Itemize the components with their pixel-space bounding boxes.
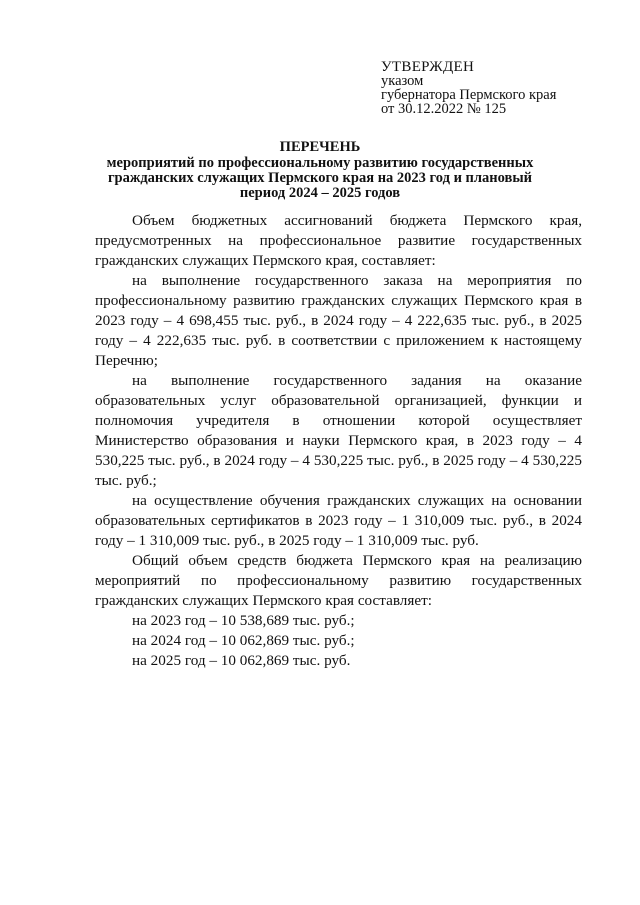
approval-line: губернатора Пермского края: [381, 87, 557, 103]
body-paragraph: Общий объем средств бюджета Пермского края на реализацию мероприятий по профессиональному развитию государственных гражданских служащих Пермского края составляет:: [95, 552, 582, 609]
document-subtitle: мероприятий по профессиональному развитию государственных гражданских служащих Пермского края на 2023 год и плановый период 2024 – 2025 годов: [106, 155, 534, 201]
approval-status: УТВЕРЖДЕН: [381, 59, 475, 75]
total-line: на 2025 год – 10 062,869 тыс. руб.: [132, 652, 351, 669]
approval-stamp: [381, 60, 556, 116]
total-line: на 2024 год – 10 062,869 тыс. руб.;: [132, 632, 355, 649]
body-paragraph: на выполнение государственного задания на оказание образовательных услуг образовательной организацией, функции и полномочия учредителя в отношении которой осуществляет Министерство образования и науки Пермского края, в 2023 году – 4 530,225 тыс. руб., в 2024 году – 4 530,225 тыс. руб., в 2025 году – 4 530,225 тыс. руб.;: [95, 372, 582, 489]
body-paragraph: на выполнение государственного заказа на мероприятия по профессиональному развитию гражданских служащих Пермского края в 2023 году – 4 698,455 тыс. руб., в 2024 году – 4 222,635 тыс. руб., в 2025 году – 4 222,635 тыс. руб. в соответствии с приложением к настоящему Перечню;: [95, 272, 582, 369]
document-body: [95, 211, 582, 671]
approval-date-number: от 30.12.2022 № 125: [381, 101, 507, 117]
body-paragraph: Объем бюджетных ассигнований бюджета Пермского края, предусмотренных на профессиональное развитие государственных гражданских служащих Пермского края, составляет:: [95, 212, 582, 269]
document-title: ПЕРЕЧЕНЬ: [279, 139, 361, 155]
body-paragraph: на осуществление обучения гражданских служащих на основании образовательных сертификатов в 2023 году – 1 310,009 тыс. руб., в 2024 году – 1 310,009 тыс. руб., в 2025 году – 1 310,009 тыс. руб.: [95, 492, 582, 549]
total-line: на 2023 год – 10 538,689 тыс. руб.;: [132, 612, 355, 629]
approval-line: указом: [381, 73, 424, 89]
